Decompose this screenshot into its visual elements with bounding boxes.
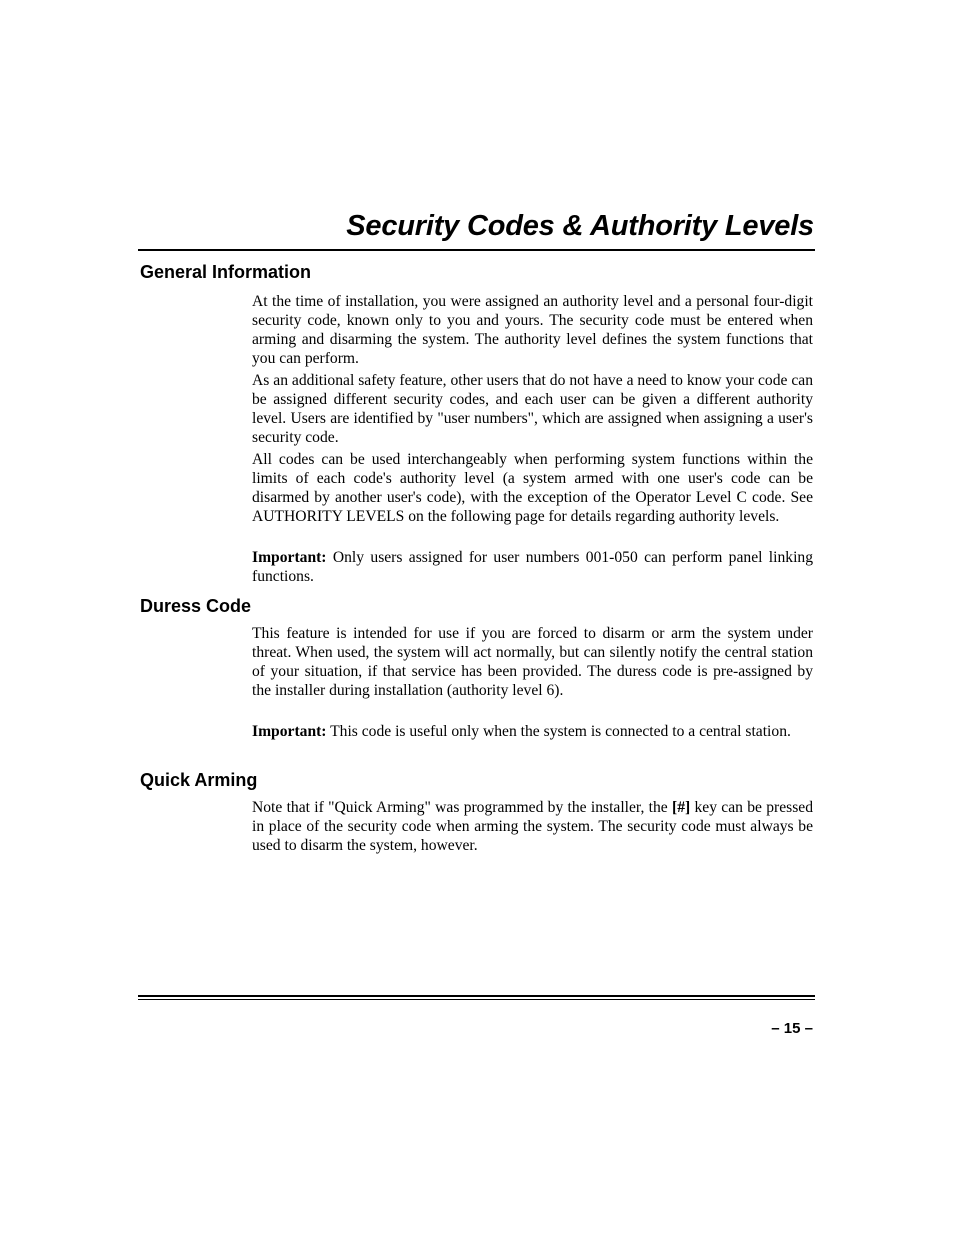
quick-arming-text-after: key can be pressed in place of the security code when arming the system. The security code must always be used to disarm the system, however.	[252, 799, 813, 854]
important-label: Important:	[252, 723, 327, 740]
hash-key-label: [#]	[672, 799, 691, 816]
paragraph-quick-arming	[252, 798, 813, 855]
section-heading-duress-code: Duress Code	[140, 596, 252, 616]
paragraph-duress-important	[252, 722, 813, 741]
footer-divider-thick	[138, 995, 815, 997]
paragraph-general-1: At the time of installation, you were assigned an authority level and a personal four-digit security code, known only to you and yours. The security code must be entered when arming and disarming the system. The authority level defines the system functions that you can perform.	[252, 293, 813, 367]
section-heading-quick-arming: Quick Arming	[140, 770, 258, 790]
important-label: Important:	[252, 549, 327, 566]
paragraph-general-2: As an additional safety feature, other users that do not have a need to know your code can be assigned different security codes, and each user can be given a different authority level. Users are identified by "user numbers", which are assigned when assigning a user's security code.	[252, 372, 813, 446]
important-text: Only users assigned for user numbers 001-050 can perform panel linking functions.	[252, 549, 813, 585]
quick-arming-text-before: Note that if "Quick Arming" was programmed by the installer, the	[252, 799, 673, 816]
page-title: Security Codes & Authority Levels	[346, 210, 814, 242]
section-heading-general-information: General Information	[140, 262, 312, 282]
paragraph-general-important	[252, 548, 813, 586]
important-text: This code is useful only when the system is connected to a central station.	[326, 723, 791, 740]
footer-divider-thin	[138, 999, 815, 1000]
paragraph-duress-1: This feature is intended for use if you are forced to disarm or arm the system under threat. When used, the system will act normally, but can silently notify the central station of your situation, if that service has been provided. The duress code is pre-assigned by the installer during installation (authority level 6).	[252, 625, 813, 699]
page-number: – 15 –	[771, 1020, 813, 1037]
paragraph-general-3: All codes can be used interchangeably when performing system functions within the limits of each code's authority level (a system armed with one user's code can be disarmed by another user's code), with the exception of the Operator Level C code. See AUTHORITY LEVELS on the following page for details regarding authority levels.	[252, 451, 813, 525]
title-divider	[138, 249, 815, 251]
